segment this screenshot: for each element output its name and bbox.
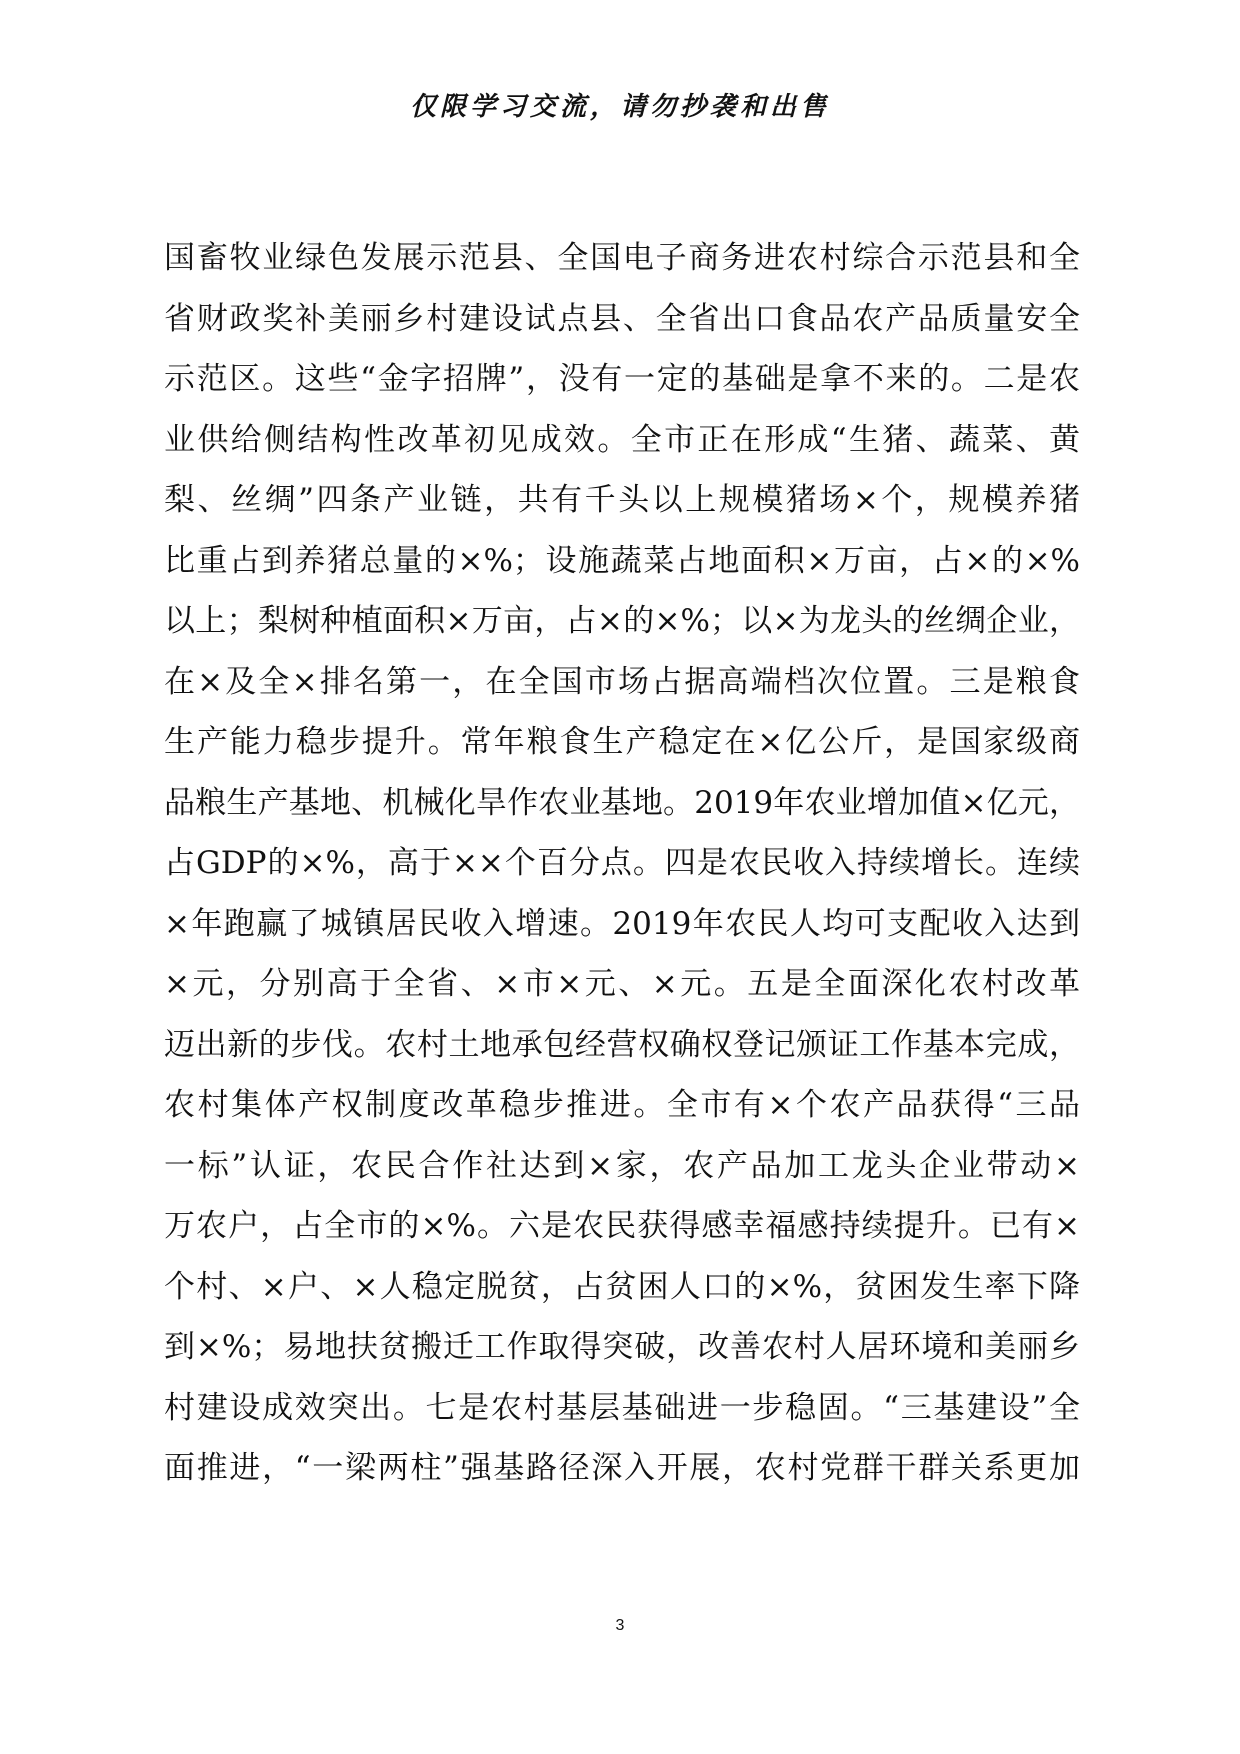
- text-line: 比重占到养猪总量的×%；设施蔬菜占地面积×万亩，占×的×%: [164, 542, 1080, 579]
- text-line: 农村集体产权制度改革稳步推进。全市有×个农产品获得“三品: [164, 1087, 1080, 1123]
- text-line: 占GDP的×%，高于××个百分点。四是农民收入持续增长。连续: [164, 845, 1080, 881]
- text-line: 在×及全×排名第一，在全国市场占据高端档次位置。三是粮食: [164, 663, 1080, 700]
- page-number: 3: [615, 1617, 625, 1634]
- text-line: 省财政奖补美丽乡村建设试点县、全省出口食品农产品质量安全: [164, 300, 1080, 337]
- text-line: 一标”认证，农民合作社达到×家，农产品加工龙头企业带动×: [164, 1147, 1080, 1184]
- body-paragraph: [164, 228, 1080, 1499]
- text-line: ×年跑赢了城镇居民收入增速。2019年农民人均可支配收入达到: [164, 905, 1080, 942]
- text-line: 业供给侧结构性改革初见成效。全市正在形成“生猪、蔬菜、黄: [164, 421, 1080, 458]
- text-line: 示范区。这些“金字招牌”，没有一定的基础是拿不来的。二是农: [164, 361, 1080, 397]
- text-line: 迈出新的步伐。农村土地承包经营权确权登记颁证工作基本完成，: [164, 1026, 1080, 1063]
- text-line: 万农户，占全市的×%。六是农民获得感幸福感持续提升。已有×: [164, 1208, 1080, 1244]
- text-line: 生产能力稳步提升。常年粮食生产稳定在×亿公斤，是国家级商: [164, 724, 1080, 760]
- text-line: 梨、丝绸”四条产业链，共有千头以上规模猪场×个，规模养猪: [164, 482, 1080, 518]
- text-line: 面推进，“一梁两柱”强基路径深入开展，农村党群干群关系更加: [164, 1450, 1080, 1486]
- text-line: 品粮生产基地、机械化旱作农业基地。2019年农业增加值×亿元，: [164, 784, 1080, 821]
- text-line: 个村、×户、×人稳定脱贫，占贫困人口的×%，贫困发生率下降: [164, 1268, 1080, 1305]
- text-line: ×元，分别高于全省、×市×元、×元。五是全面深化农村改革: [164, 966, 1080, 1002]
- text-line: 村建设成效突出。七是农村基层基础进一步稳固。“三基建设”全: [164, 1389, 1080, 1426]
- copyright-notice: 仅限学习交流，请勿抄袭和出售: [409, 92, 830, 122]
- text-line: 国畜牧业绿色发展示范县、全国电子商务进农村综合示范县和全: [164, 240, 1080, 276]
- text-line: 到×%；易地扶贫搬迁工作取得突破，改善农村人居环境和美丽乡: [164, 1329, 1080, 1365]
- text-line: 以上；梨树种植面积×万亩，占×的×%；以×为龙头的丝绸企业，: [164, 603, 1080, 639]
